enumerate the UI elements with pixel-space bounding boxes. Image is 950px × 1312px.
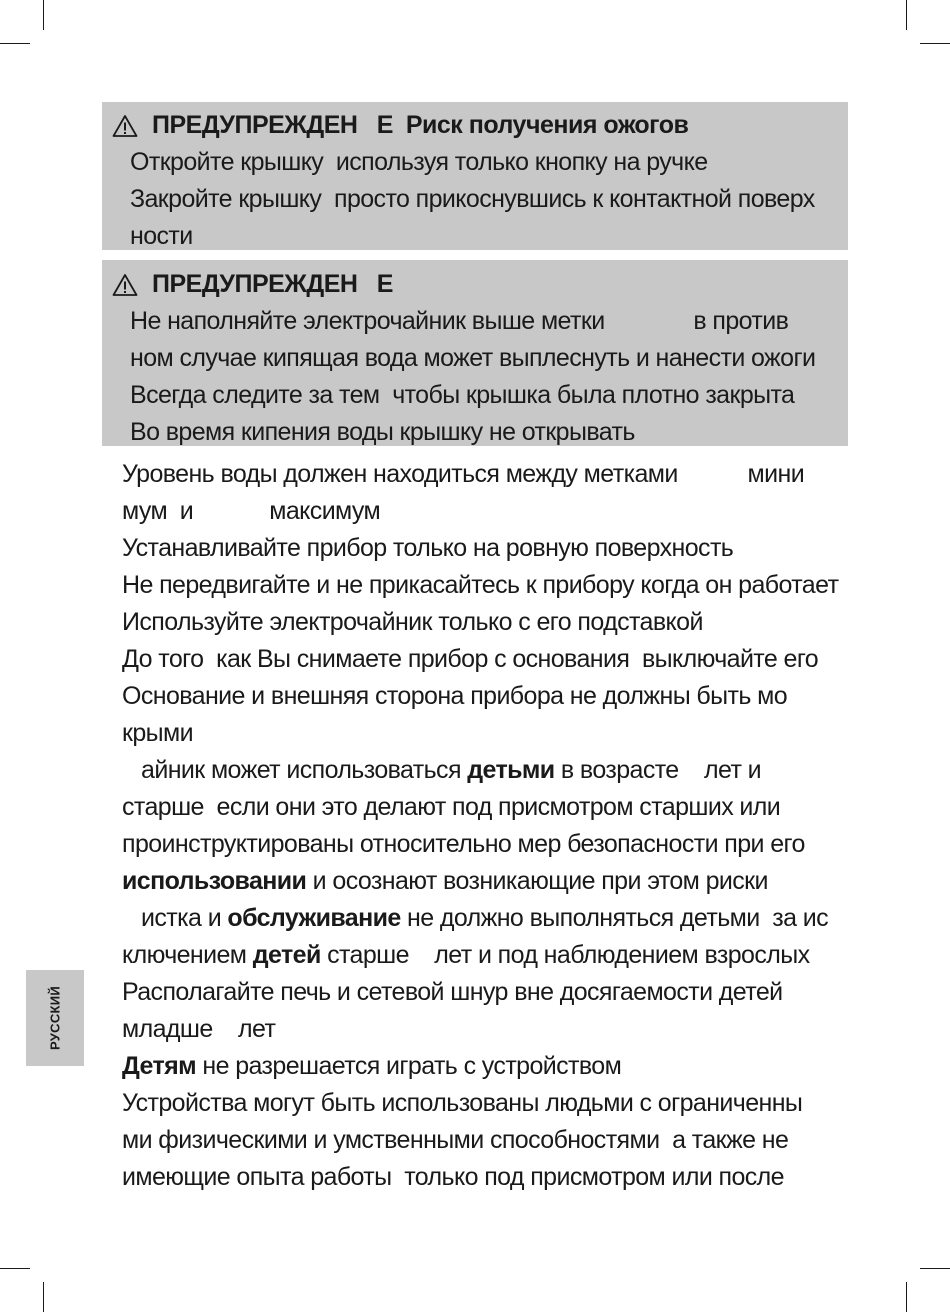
instruction-line (122, 715, 848, 752)
line-text: проинструктированы относительно мер безопасности при его (122, 830, 805, 858)
instruction-line (122, 641, 848, 678)
line-text: Устройства могут быть использованы людьми с ограниченны (122, 1089, 803, 1117)
warning-line: Закройте крышку просто прикоснувшись к контактной поверх (130, 185, 815, 213)
warning-triangle-icon (112, 114, 138, 138)
line-text: Располагайте печь и сетевой шнур вне досягаемости детей (122, 978, 783, 1006)
line-text: Устанавливайте прибор только на ровную поверхность (122, 534, 734, 562)
instruction-line (122, 937, 848, 974)
instruction-line (122, 604, 848, 641)
warning-triangle-icon (112, 273, 138, 297)
line-text: ключением (122, 941, 253, 969)
emphasis-text: Детям (122, 1052, 197, 1080)
line-text: мум и максимум (122, 497, 381, 525)
crop-mark (906, 0, 907, 30)
instruction-line (122, 1011, 848, 1048)
crop-mark (920, 1268, 950, 1269)
language-label: РУССКИЙ (47, 985, 63, 1051)
emphasis-text: детьми (467, 756, 555, 784)
instruction-line (122, 1048, 848, 1085)
crop-mark (0, 43, 30, 44)
line-text: Не передвигайте и не прикасайтесь к прибору когда он работает (122, 571, 839, 599)
line-text: младше лет (122, 1015, 276, 1043)
instruction-line (122, 826, 848, 863)
crop-mark (43, 0, 44, 30)
crop-mark (906, 1282, 907, 1312)
line-text: не разрешается играть с устройством (196, 1052, 622, 1080)
warning-title: ПРЕДУПРЕЖДЕН Е Риск получения ожогов (152, 111, 689, 139)
instruction-line (122, 530, 848, 567)
line-text: Основание и внешняя сторона прибора не должны быть мо (122, 682, 788, 710)
line-text: Используйте электрочайник только с его подставкой (122, 608, 703, 636)
warning-line: ном случае кипящая вода может выплеснуть и нанести ожоги (130, 344, 816, 372)
line-text: и осознают возникающие при этом риски (306, 867, 768, 895)
line-text: старше лет и под наблюдением взрослых (320, 941, 810, 969)
warning-line: Не наполняйте электрочайник выше метки в против (130, 307, 789, 335)
instruction-line (122, 900, 848, 937)
warning-line: Во время кипения воды крышку не открывать (130, 418, 635, 446)
warning-heading (112, 107, 848, 144)
line-text: имеющие опыта работы только под присмотром или после (122, 1163, 784, 1191)
line-text: До того как Вы снимаете прибор с основания выключайте его (122, 645, 819, 673)
safety-instructions (122, 456, 848, 1196)
instruction-line (122, 789, 848, 826)
warning-line: ности (130, 222, 193, 250)
emphasis-text: обслуживание (227, 904, 401, 932)
emphasis-text: использовании (122, 867, 307, 895)
instruction-line (122, 678, 848, 715)
line-text: Уровень воды должен находиться между метками мини (122, 460, 805, 488)
instruction-line (122, 567, 848, 604)
burn-warning-box (102, 102, 848, 250)
line-text: крыми (122, 719, 193, 747)
line-text: айник может использоваться (122, 756, 468, 784)
overfill-warning-box (102, 260, 848, 446)
instruction-line (122, 974, 848, 1011)
line-text: в возрасте лет и (554, 756, 762, 784)
instruction-line (122, 1122, 848, 1159)
line-text: истка и (122, 904, 228, 932)
instruction-line (122, 1085, 848, 1122)
line-text: старше если они это делают под присмотром старших или (122, 793, 781, 821)
warning-line: Откройте крышку используя только кнопку на ручке (130, 148, 708, 176)
crop-mark (0, 1268, 30, 1269)
crop-mark (920, 43, 950, 44)
instruction-line (122, 456, 848, 493)
instruction-line (122, 1159, 848, 1196)
line-text: ми физическими и умственными способностями а также не (122, 1126, 789, 1154)
instruction-line (122, 752, 848, 789)
instruction-line (122, 863, 848, 900)
crop-mark (43, 1282, 44, 1312)
warning-title: ПРЕДУПРЕЖДЕН Е (152, 270, 393, 298)
warning-heading (112, 266, 848, 303)
line-text: не должно выполняться детьми за ис (400, 904, 829, 932)
emphasis-text: детей (252, 941, 321, 969)
instruction-line (122, 493, 848, 530)
warning-line: Всегда следите за тем чтобы крышка была плотно закрыта (130, 381, 795, 409)
